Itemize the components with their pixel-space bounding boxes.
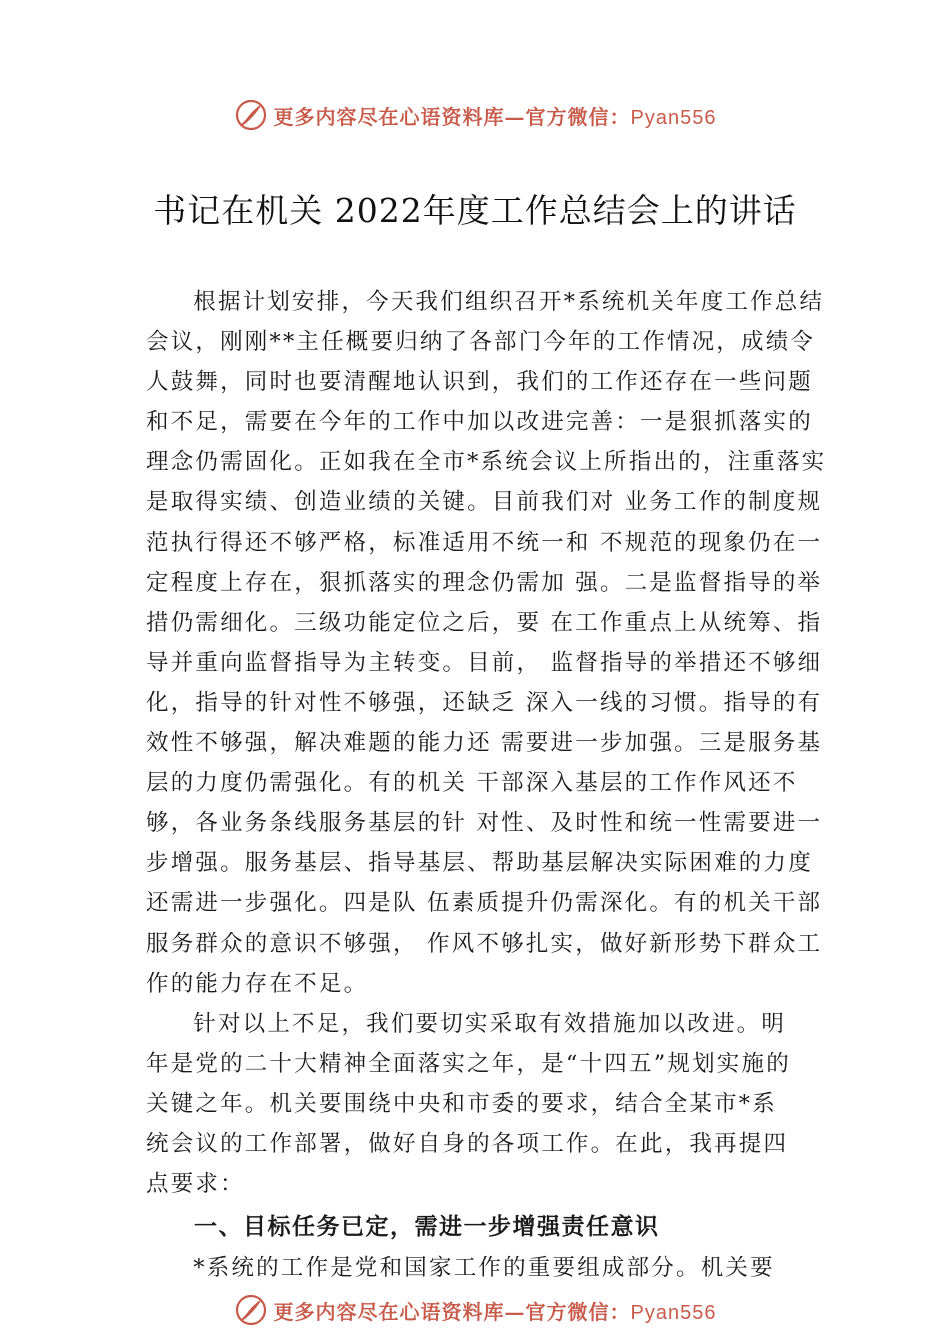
header-watermark (0, 95, 950, 135)
paragraph-section-1: *系统的工作是党和国家工作的重要组成部分。机关要 (193, 1255, 775, 1282)
watermark-text: 更多内容尽在心语资料库—官方微信：Pyan556 (273, 1299, 717, 1324)
section-heading-1: 一、目标任务已定，需进一步增强责任意识 (194, 1214, 660, 1241)
watermark-text: 更多内容尽在心语资料库—官方微信：Pyan556 (273, 104, 717, 129)
paragraph-intro: 根据计划安排，今天我们组织召开*系统机关年度工作总结会议，刚刚**主任概要归纳了各部门今年的工作情况，成绩令人鼓舞，同时也要清醒地认识到，我们的工作还存在一些问题和不足，需要在今年的工作中加以改进完善：一是狠抓落实的理念仍需固化。正如我在全市*系统会议上所指出的，注重落实是取得实绩、创造业绩的关键。目前我们对 业务工作的制度规范执行得还不够严格，标准适用不统一和 不规范的现象仍在一定程度上存在，狠抓落实的理念仍需加 强。二是监督指导的举措仍需细化。三级功能定位之后，要 在工作重点上从统筹、指导并重向监督指导为主转变。目前， 监督指导的举措还不够细化，指导的针对性不够强，还缺乏 深入一线的习惯。指导的有效性不够强，解决难题的能力还 需要进一步加强。三是服务基层的力度仍需强化。有的机关 干部深入基层的工作作风还不够，各业务条线服务基层的针 对性、及时性和统一性需要进一步增强。服务基层、指导基层、帮助基层解决实际困难的力度还需进一步强化。四是队 伍素质提升仍需深化。有的机关干部服务群众的意识不够强， 作风不够扎实，做好新形势下群众工作的能力存在不足。 (146, 289, 827, 997)
document-title: 书记在机关 2022年度工作总结会上的讲话 (153, 191, 797, 230)
paragraph-requirements: 针对以上不足，我们要切实采取有效措施加以改进。明年是党的二十大精神全面落实之年，是“十四五”规划实施的关键之年。机关要围绕中央和市委的要求，结合全某市*系统会议的工作部署，做好自身的各项工作。在此，我再提四点要求： (146, 1010, 791, 1198)
document-body (146, 282, 836, 1288)
footer-watermark (0, 1290, 950, 1330)
quill-logo-icon (234, 98, 268, 132)
quill-logo-icon (234, 1293, 268, 1327)
